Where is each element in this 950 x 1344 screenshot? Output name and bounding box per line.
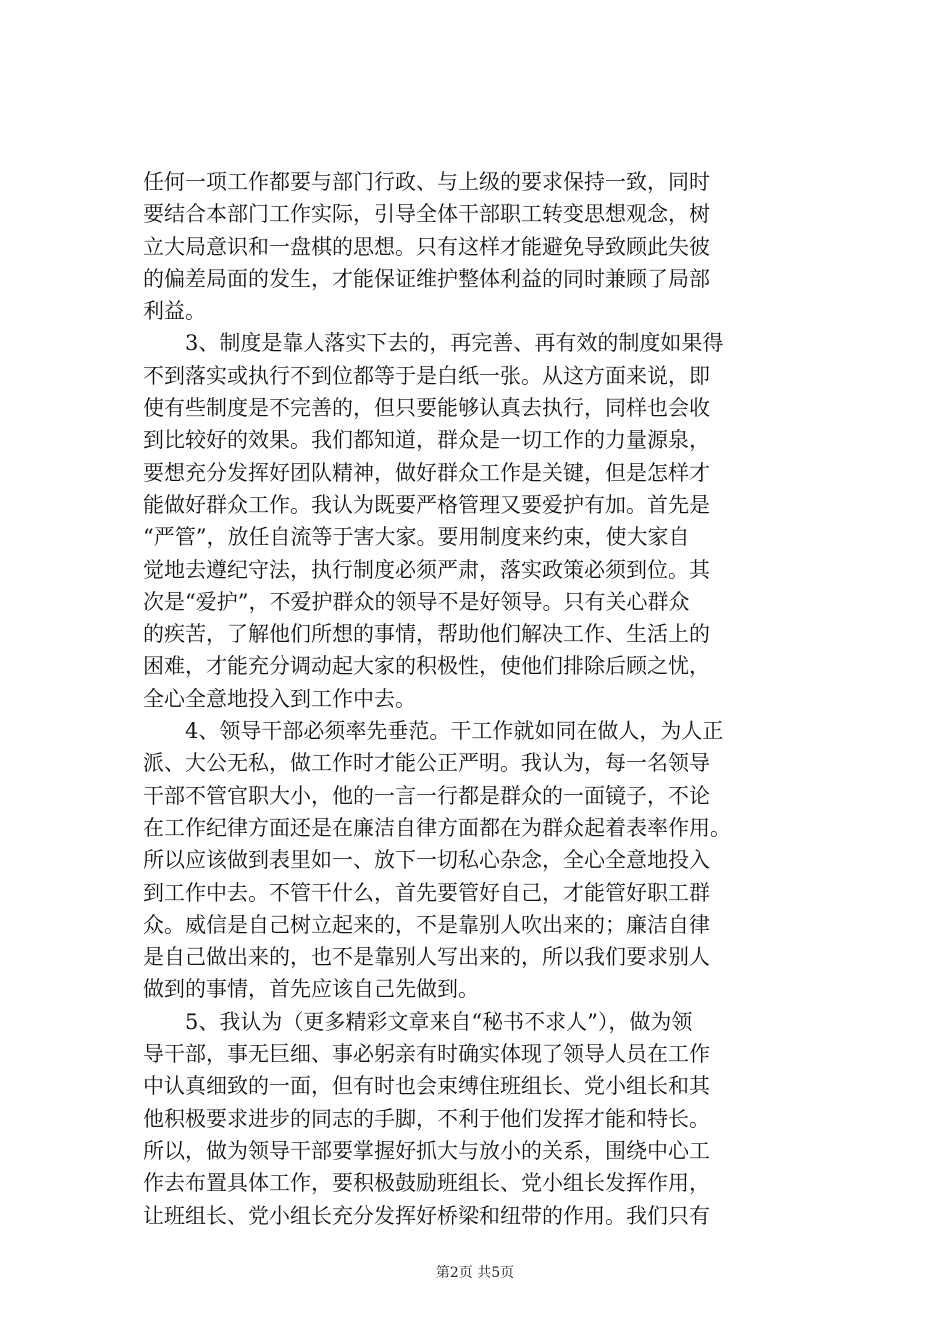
body-text xyxy=(143,166,833,1232)
paragraph-start-line: 3、制度是靠人落实下去的，再完善、再有效的制度如果得 xyxy=(185,331,724,356)
text-line: 派、大公无私，做工作时才能公正严明。我认为，每一名领导 xyxy=(143,751,710,776)
text-line: 的疾苦，了解他们所想的事情，帮助他们解决工作、生活上的 xyxy=(143,622,710,647)
text-line: 导干部，事无巨细、事必躬亲有时确实体现了领导人员在工作 xyxy=(143,1042,710,1067)
text-line: 到比较好的效果。我们都知道，群众是一切工作的力量源泉， xyxy=(143,428,710,453)
paragraph-start-line: 4、领导干部必须率先垂范。干工作就如同在做人，为人正 xyxy=(185,719,724,744)
text-line: 到工作中去。不管干什么，首先要管好自己，才能管好职工群 xyxy=(143,880,710,905)
text-line: 让班组长、党小组长充分发挥好桥梁和纽带的作用。我们只有 xyxy=(143,1203,710,1228)
text-line: 次是“爱护”，不爱护群众的领导不是好领导。只有关心群众 xyxy=(143,589,690,614)
paragraph-start-line: 5、我认为（更多精彩文章来自“秘书不求人”），做为领 xyxy=(185,1009,693,1034)
text-line: 所以应该做到表里如一、放下一切私心杂念，全心全意地投入 xyxy=(143,848,710,873)
page-number-footer: 第2页 共5页 xyxy=(435,1265,515,1281)
text-line: 觉地去遵纪守法，执行制度必须严肃，落实政策必须到位。其 xyxy=(143,557,710,582)
text-line: 利益。 xyxy=(143,299,206,324)
text-line: 全心全意地投入到工作中去。 xyxy=(143,686,416,711)
text-line: 作去布置具体工作，要积极鼓励班组长、党小组长发挥作用， xyxy=(143,1171,710,1196)
text-line: 是自己做出来的，也不是靠别人写出来的，所以我们要求别人 xyxy=(143,945,710,970)
text-line: 任何一项工作都要与部门行政、与上级的要求保持一致，同时 xyxy=(143,170,710,194)
text-line: 立大局意识和一盘棋的思想。只有这样才能避免导致顾此失彼 xyxy=(143,234,710,259)
text-line: 中认真细致的一面，但有时也会束缚住班组长、党小组长和其 xyxy=(143,1074,710,1099)
text-line: 不到落实或执行不到位都等于是白纸一张。从这方面来说，即 xyxy=(143,363,710,388)
text-line: 要结合本部门工作实际，引导全体干部职工转变思想观念，树 xyxy=(143,202,710,227)
text-line: 他积极要求进步的同志的手脚，不利于他们发挥才能和特长。 xyxy=(143,1106,710,1131)
text-line: 要想充分发挥好团队精神，做好群众工作是关键，但是怎样才 xyxy=(143,460,710,485)
text-line: 干部不管官职大小，他的一言一行都是群众的一面镜子，不论 xyxy=(143,783,710,808)
text-line: 所以，做为领导干部要掌握好抓大与放小的关系，围绕中心工 xyxy=(143,1138,710,1163)
text-line: 能做好群众工作。我认为既要严格管理又要爱护有加。首先是 xyxy=(143,492,710,517)
text-line: 做到的事情，首先应该自己先做到。 xyxy=(143,977,479,1002)
text-line: “严管”，放任自流等于害大家。要用制度来约束，使大家自 xyxy=(143,525,690,550)
text-line: 的偏差局面的发生，才能保证维护整体利益的同时兼顾了局部 xyxy=(143,266,710,291)
text-line: 众。威信是自己树立起来的，不是靠别人吹出来的；廉洁自律 xyxy=(143,912,710,937)
text-line: 困难，才能充分调动起大家的积极性，使他们排除后顾之忧， xyxy=(143,654,710,679)
text-line: 使有些制度是不完善的，但只要能够认真去执行，同样也会收 xyxy=(143,396,710,421)
text-line: 在工作纪律方面还是在廉洁自律方面都在为群众起着表率作用。 xyxy=(143,815,731,840)
